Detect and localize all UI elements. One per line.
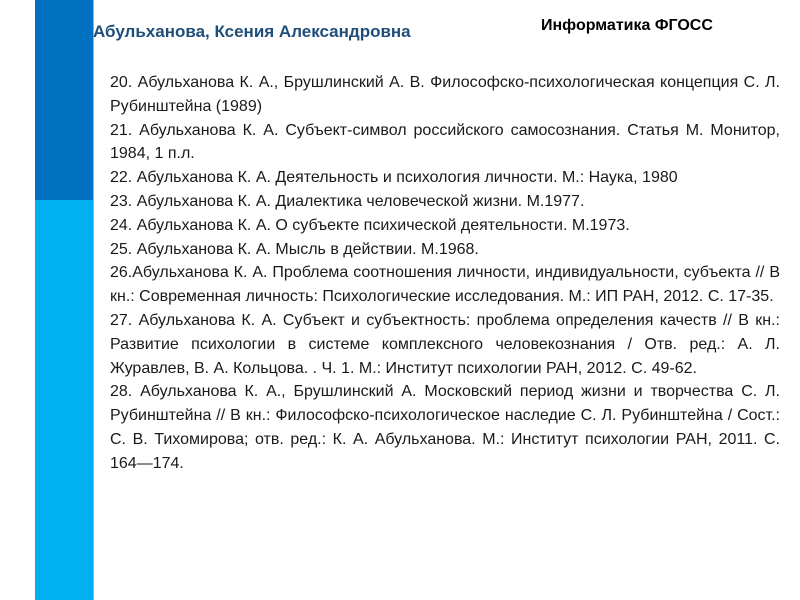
reference-item: 20. Абульханова К. А., Брушлинский А. В. Философско-психологическая концепция С. Л. Рубинштейна (1989) — [110, 74, 780, 115]
reference-item: 25. Абульханова К. А. Мысль в действии. М.1968. — [110, 240, 479, 258]
reference-list — [110, 71, 780, 476]
reference-item: 23. Абульханова К. А. Диалектика человеческой жизни. М.1977. — [110, 192, 585, 210]
side-bar-divider — [93, 0, 94, 600]
reference-item: 22. Абульханова К. А. Деятельность и психология личности. М.: Наука, 1980 — [110, 169, 678, 187]
reference-item: 21. Абульханова К. А. Субъект-символ российского самосознания. Статья М. Монитор, 1984, 1 п.л. — [110, 121, 780, 163]
reference-item: 28. Абульханова К. А., Брушлинский А. Московский период жизни и творчества С. Л. Рубинштейна // В кн.: Философско-психологическое наследие С. Л. Рубинштейна / Сост.: С. В. Тихомирова; отв. ред.: К. А. Абульханова. М.: Институт психологии РАН, 2011. С. 164—174. — [110, 383, 780, 472]
side-bar-dark — [35, 0, 93, 200]
side-bar-light — [35, 200, 93, 600]
subject-heading: Информатика ФГОСС — [541, 17, 713, 34]
reference-item: 26.Абульханова К. А. Проблема соотношения личности, индивидуальности, субъекта // В кн.: Современная личность: Психологические исследования. М.: ИП РАН, 2012. С. 17-35. — [110, 264, 780, 306]
reference-item: 27. Абульханова К. А. Субъект и субъектность: проблема определения качеств // В кн.: Развитие психологии в системе комплексного человекознания / Отв. ред.: А. Л. Журавлев, В. А. Кольцова. . Ч. 1. М.: Институт психологии РАН, 2012. С. 49-62. — [110, 311, 780, 377]
reference-item: 24. Абульханова К. А. О субъекте психической деятельности. М.1973. — [110, 216, 630, 234]
author-heading: Абульханова, Ксения Александровна — [93, 22, 411, 41]
